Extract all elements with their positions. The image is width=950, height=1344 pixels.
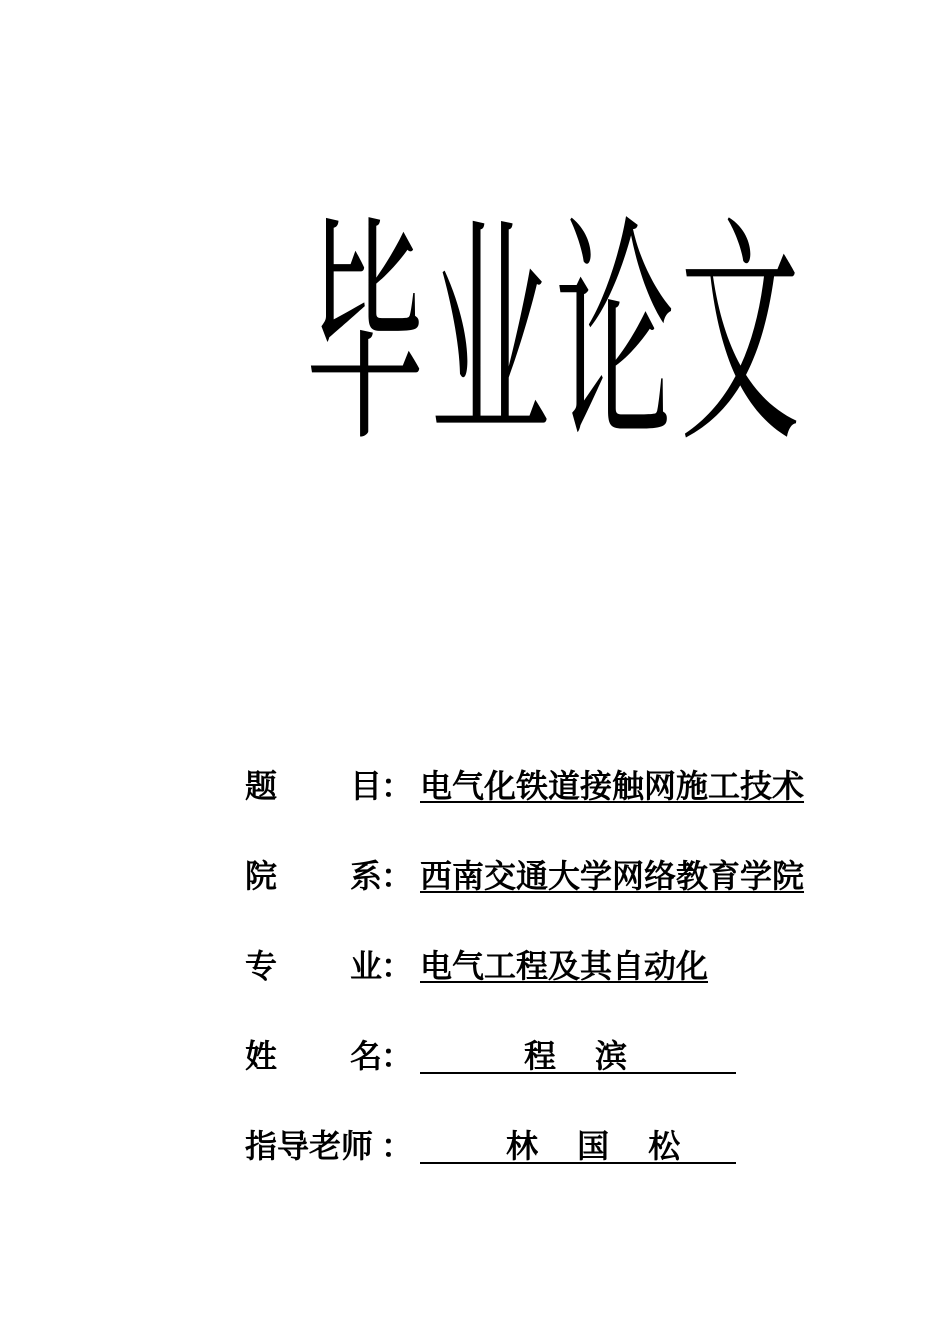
cover-title-char-3: 论	[555, 195, 676, 475]
topic-label-2: 目	[350, 767, 383, 805]
major-label-2: 业	[350, 947, 383, 985]
topic-colon: ：	[381, 767, 414, 805]
department-label-2: 系	[350, 857, 383, 895]
cover-title-char-4: 文	[680, 195, 801, 475]
major-value: 电气工程及其自动化	[420, 947, 709, 985]
advisor-value: 林 国 松	[506, 1127, 695, 1165]
cover-title	[305, 195, 805, 475]
department-colon: ：	[381, 857, 414, 895]
topic-label-1: 题	[245, 767, 278, 805]
department-label-1: 院	[245, 857, 278, 895]
topic-value: 电气化铁道接触网施工技术	[420, 767, 805, 805]
department-value: 西南交通大学网络教育学院	[420, 857, 805, 895]
name-value: 程 滨	[524, 1037, 642, 1075]
cover-title-char-1: 毕	[305, 195, 426, 475]
name-label-1: 姓	[245, 1037, 278, 1075]
name-colon: ：	[381, 1037, 414, 1075]
name-label-2: 名	[350, 1037, 383, 1075]
advisor-value-line	[420, 1124, 736, 1164]
major-colon: ：	[381, 947, 414, 985]
name-value-line	[420, 1034, 736, 1074]
cover-title-char-2: 业	[430, 195, 551, 475]
advisor-colon: ：	[381, 1127, 414, 1165]
advisor-label: 指导老师	[245, 1127, 374, 1165]
major-label-1: 专	[245, 947, 278, 985]
